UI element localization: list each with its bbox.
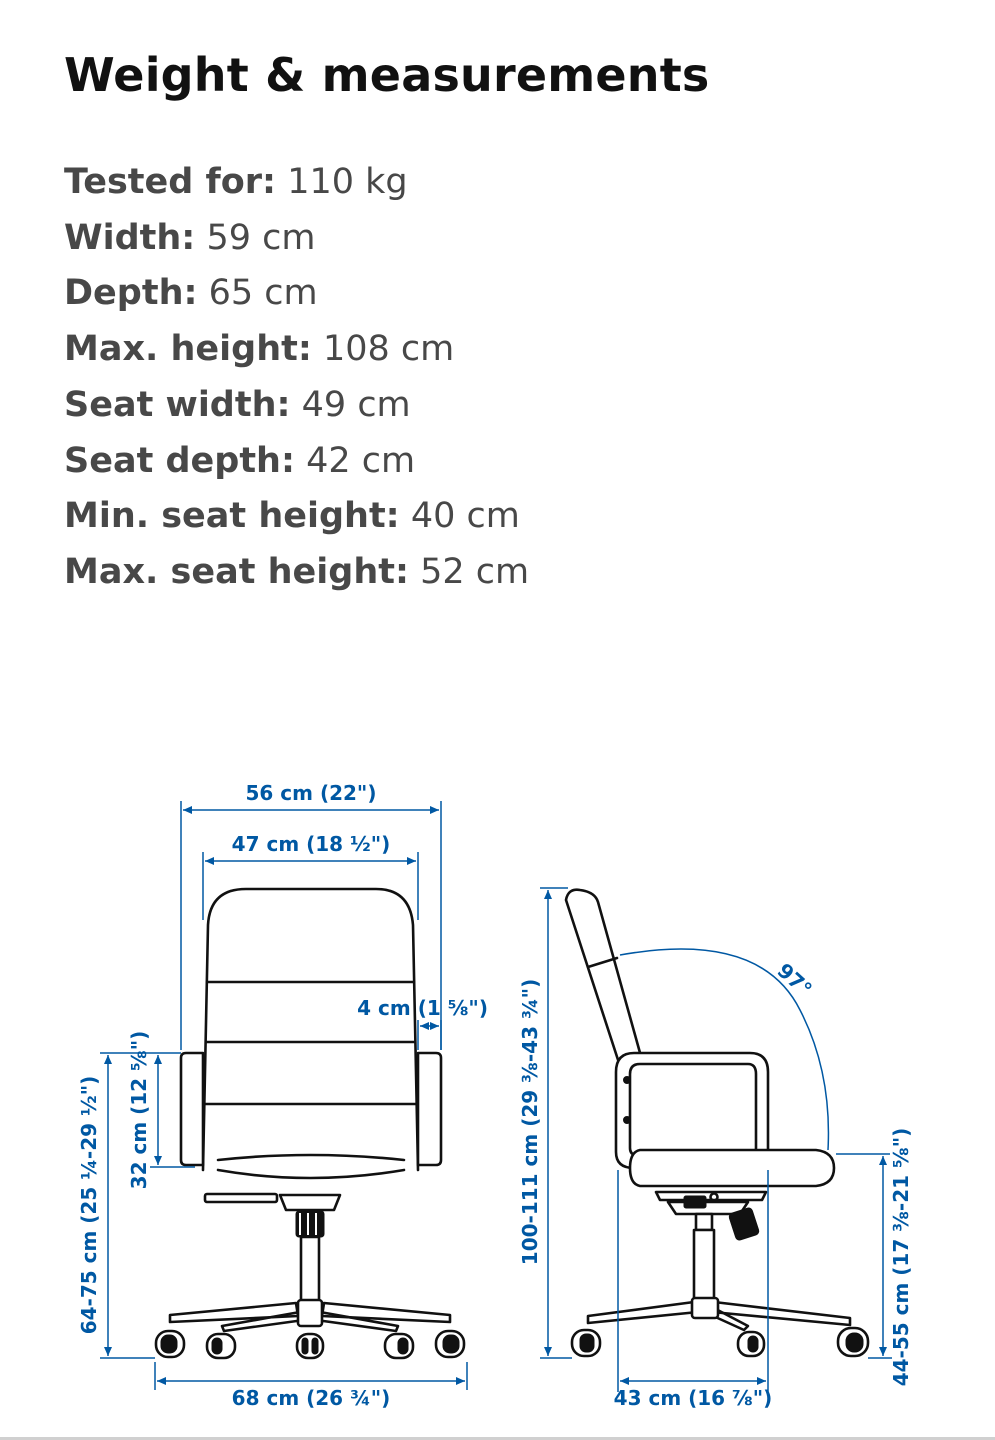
spec-label: Max. seat height: — [64, 551, 409, 592]
spec-label: Min. seat height: — [64, 496, 400, 537]
dim-overall-width: 56 cm (22") — [245, 781, 377, 805]
spec-label: Seat depth: — [64, 440, 295, 481]
spec-value: 49 cm — [301, 384, 411, 425]
dim-total-height: 100-111 cm (29 ⅜-43 ¾") — [518, 978, 542, 1266]
front-view-chair — [156, 889, 464, 1358]
spec-value: 40 cm — [410, 496, 520, 537]
dim-base-width: 68 cm (26 ¾") — [231, 1386, 391, 1410]
page-title: Weight & measurements — [64, 48, 710, 102]
caster-wheel — [207, 1334, 235, 1358]
side-view-chair — [566, 890, 868, 1356]
spec-value: 110 kg — [287, 162, 408, 202]
spec-label: Tested for: — [64, 162, 277, 202]
dim-seat-depth: 43 cm (16 ⅞") — [613, 1386, 773, 1410]
spec-label: Depth: — [64, 273, 198, 314]
dim-backrest-width: 47 cm (18 ½") — [231, 832, 391, 856]
side-backrest — [566, 890, 642, 1066]
caster-wheel — [156, 1331, 184, 1357]
caster-wheel — [297, 1334, 323, 1358]
dim-armrest-height: 32 cm (12 ⅝") — [127, 1030, 151, 1190]
base-hub — [298, 1300, 322, 1326]
caster-wheel — [572, 1330, 600, 1356]
base-leg — [588, 1302, 698, 1323]
spec-value: 65 cm — [208, 273, 318, 314]
caster-wheel — [436, 1331, 464, 1357]
base-hub — [692, 1298, 718, 1318]
base-leg — [170, 1303, 298, 1322]
base-leg — [712, 1302, 850, 1325]
gas-lift-column — [301, 1237, 319, 1303]
spec-value: 108 cm — [323, 329, 455, 370]
spec-label: Width: — [64, 217, 196, 258]
dim-recline-angle: 97° — [772, 958, 817, 1002]
gas-lift-collar — [696, 1214, 712, 1230]
dim-seat-height: 44-55 cm (17 ⅜-21 ⅝") — [889, 1127, 913, 1387]
height-lever — [205, 1194, 277, 1202]
dim-armrest-width: 4 cm (1 ⅝") — [357, 996, 488, 1020]
caster-wheel — [385, 1334, 413, 1358]
dim-armrest-floor-height: 64-75 cm (25 ¼-29 ½") — [77, 1075, 101, 1335]
front-backrest — [203, 889, 418, 1170]
seat-bottom — [218, 1170, 404, 1178]
tilt-mechanism — [280, 1195, 340, 1210]
seat-front-edge — [218, 1155, 404, 1160]
right-armrest — [418, 1053, 441, 1165]
gas-lift-column — [694, 1230, 714, 1302]
spec-value: 42 cm — [306, 440, 416, 481]
side-seat — [630, 1150, 834, 1186]
caster-wheel — [838, 1328, 868, 1356]
tension-knob — [728, 1207, 759, 1241]
left-armrest — [181, 1053, 203, 1165]
base-leg — [316, 1312, 398, 1331]
spec-value: 52 cm — [420, 551, 530, 592]
armrest-inner — [630, 1064, 756, 1156]
caster-wheel — [738, 1332, 764, 1356]
spec-value: 59 cm — [206, 217, 316, 258]
spec-label: Seat width: — [64, 384, 291, 425]
spec-label: Max. height: — [64, 329, 312, 370]
base-leg — [322, 1303, 450, 1322]
base-leg — [222, 1312, 304, 1331]
